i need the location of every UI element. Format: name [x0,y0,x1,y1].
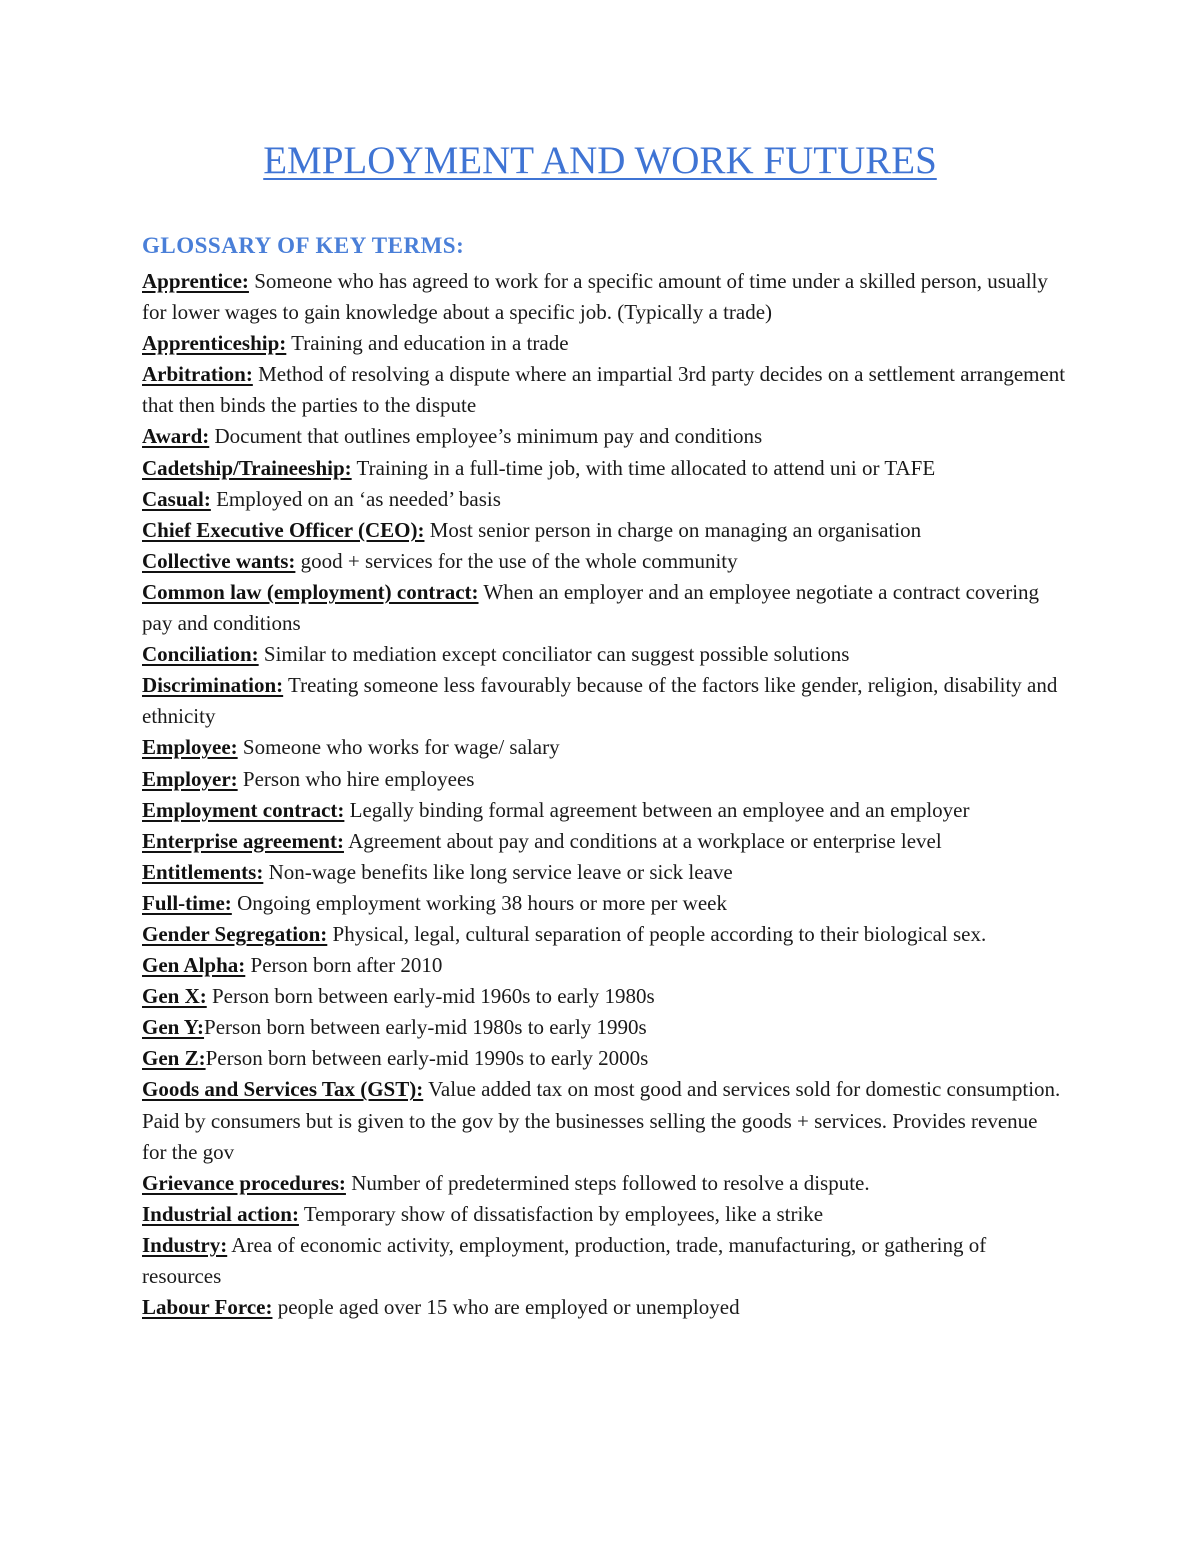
glossary-term: Discrimination: [142,673,284,698]
glossary-term: Conciliation: [142,642,259,667]
glossary-definition: Legally binding formal agreement between an employee and an employer [349,797,970,822]
glossary-definition: Employed on an ‘as needed’ basis [216,486,501,511]
glossary-term: Full-time: [142,890,232,915]
glossary-entry [142,857,1067,888]
glossary-term: Casual: [142,486,211,511]
glossary-entry [142,919,1067,950]
glossary-term: Employer: [142,766,238,791]
glossary-term: Labour Force: [142,1295,273,1320]
glossary-entry [142,266,1067,328]
glossary-entry [142,670,1067,732]
glossary-entry [142,577,1067,639]
glossary-definition: Temporary show of dissatisfaction by employees, like a strike [303,1201,824,1226]
glossary-entry [142,639,1067,670]
glossary-definition: people aged over 15 who are employed or unemployed [277,1295,740,1320]
glossary-list [142,266,1067,1323]
glossary-term: Arbitration: [142,362,253,387]
glossary-term: Award: [142,424,210,449]
glossary-term: Industry: [142,1232,228,1257]
glossary-definition: Ongoing employment working 38 hours or more per week [237,890,727,915]
glossary-entry [142,515,1067,546]
glossary-definition: Person born after 2010 [250,953,443,978]
glossary-definition: Training and education in a trade [291,331,569,356]
glossary-term: Industrial action: [142,1201,299,1226]
glossary-term: Goods and Services Tax (GST): [142,1077,424,1102]
glossary-definition: Method of resolving a dispute where an impartial 3rd party decides on a settlement arrangement that then binds the parties to the dispute [142,362,1066,418]
glossary-term: Gen X: [142,984,207,1009]
glossary-entry [142,484,1067,515]
glossary-definition: Area of economic activity, employment, production, trade, manufacturing, or gathering of resources [142,1232,987,1288]
document-title: EMPLOYMENT AND WORK FUTURES [263,139,937,182]
glossary-entry [142,328,1067,359]
glossary-entry [142,1199,1067,1230]
glossary-entry [142,421,1067,452]
glossary-definition: Person born between early-mid 1960s to early 1980s [212,984,655,1009]
glossary-definition: Value added tax on most good and services sold for domestic consumption. Paid by consumers but is given to the gov by the businesses selling the goods + services. Provides revenue for the gov [142,1077,1061,1164]
glossary-entry [142,1043,1067,1074]
glossary-entry [142,1292,1067,1323]
glossary-entry [142,546,1067,577]
glossary-term: Gen Y: [142,1015,205,1040]
glossary-definition: Similar to mediation except conciliator can suggest possible solutions [263,642,850,667]
glossary-entry [142,1012,1067,1043]
glossary-term: Collective wants: [142,548,296,573]
glossary-definition: Non-wage benefits like long service leave or sick leave [268,859,733,884]
glossary-definition: Training in a full-time job, with time allocated to attend uni or TAFE [356,455,936,480]
glossary-term: Employee: [142,735,238,760]
glossary-entry [142,888,1067,919]
glossary-term: Common law (employment) contract: [142,579,479,604]
glossary-definition: When an employer and an employee negotiate a contract covering pay and conditions [142,579,1040,636]
glossary-term: Enterprise agreement: [142,828,344,853]
glossary-definition: Number of predetermined steps followed to resolve a dispute. [351,1170,870,1195]
glossary-entry [142,732,1067,763]
glossary-term: Gen Z: [142,1046,206,1071]
glossary-term: Cadetship/Traineeship: [142,455,352,480]
glossary-definition: Person born between early-mid 1990s to early 2000s [205,1046,649,1071]
glossary-entry [142,1230,1067,1292]
glossary-definition: Someone who has agreed to work for a specific amount of time under a skilled person, usually for lower wages to gain knowledge about a specific job. (Typically a trade) [142,269,1048,325]
glossary-definition: Person born between early-mid 1980s to early 1990s [204,1015,647,1040]
glossary-entry [142,950,1067,981]
glossary-entry [142,359,1067,421]
glossary-definition: Someone who works for wage/ salary [242,735,560,760]
glossary-entry [142,764,1067,795]
glossary-term: Grievance procedures: [142,1170,346,1195]
glossary-definition: good + services for the use of the whole community [300,548,738,573]
glossary-entry [142,826,1067,857]
glossary-term: Entitlements: [142,859,264,884]
glossary-definition: Document that outlines employee’s minimum pay and conditions [214,424,763,449]
glossary-heading: GLOSSARY OF KEY TERMS: [142,233,465,258]
glossary-definition: Person who hire employees [242,766,475,791]
glossary-entry [142,795,1067,826]
glossary-term: Employment contract: [142,797,345,822]
glossary-term: Gender Segregation: [142,921,328,946]
glossary-definition: Treating someone less favourably because of the factors like gender, religion, disability and ethnicity [142,673,1058,729]
glossary-entry [142,981,1067,1012]
glossary-term: Apprentice: [142,269,249,293]
glossary-definition: Physical, legal, cultural separation of people according to their biological sex. [332,921,987,946]
glossary-definition: Most senior person in charge on managing an organisation [429,517,922,542]
glossary-term: Gen Alpha: [142,953,246,978]
glossary-entry [142,1074,1067,1167]
glossary-definition: Agreement about pay and conditions at a workplace or enterprise level [348,828,942,853]
glossary-term: Apprenticeship: [142,331,287,356]
glossary-term: Chief Executive Officer (CEO): [142,517,425,542]
glossary-entry [142,1168,1067,1199]
glossary-entry [142,453,1067,484]
